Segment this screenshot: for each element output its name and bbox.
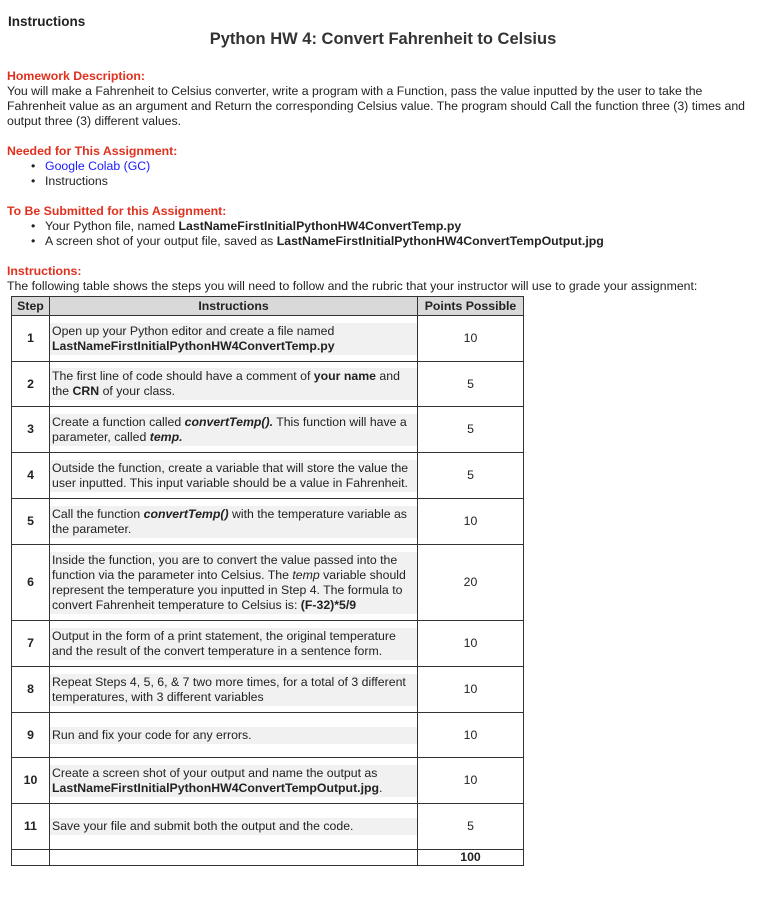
step-points: 5 [418,453,524,499]
table-row [12,499,524,545]
instructions-text: The following table shows the steps you will need to follow and the rubric that your instructor will use to grade your assignment: [7,279,698,293]
total-row [12,850,524,866]
total-points: 100 [418,850,524,866]
step-instruction: Inside the function, you are to convert the value passed into the function via the parameter into Celsius. The temp variable should represent the temperature you inputted in Step 4. The formula to convert Fahrenheit temperature to Celsius is: (F-32)*5/9 [50,545,418,621]
table-row [12,713,524,758]
homework-text: You will make a Fahrenheit to Celsius converter, write a program with a Function, pass the value inputted by the user to take the Fahrenheit value as an argument and Return the corresponding Celsius value. The program should Call the function three (3) times and output three (3) different values. [7,84,746,128]
header-label: Instructions [8,14,86,29]
table-row [12,453,524,499]
step-instruction: Outside the function, create a variable that will store the value the user inputted. This input variable should be a value in Fahrenheit. [50,453,418,499]
instructions-heading: Instructions: [7,264,82,278]
step-number: 7 [12,621,50,667]
table-row [12,667,524,713]
google-colab-link[interactable]: Google Colab (GC) [45,159,151,173]
step-instruction: Create a function called convertTemp(). This function will have a parameter, called temp. [50,407,418,453]
step-number: 6 [12,545,50,621]
step-number: 4 [12,453,50,499]
step-instruction: Call the function convertTemp() with the temperature variable as the parameter. [50,499,418,545]
step-number: 8 [12,667,50,713]
table-row [12,758,524,804]
step-instruction: Output in the form of a print statement, the original temperature and the result of the convert temperature in a sentence form. [50,621,418,667]
page-title: Python HW 4: Convert Fahrenheit to Celsius [209,30,557,48]
table-row [12,621,524,667]
step-number: 2 [12,362,50,407]
step-instruction: Save your file and submit both the output and the code. [50,804,418,850]
table-row [12,407,524,453]
submit-item-python-file: • Your Python file, named LastNameFirstInitialPythonHW4ConvertTemp.py [45,219,752,234]
needed-list [7,159,752,189]
total-empty-step [12,850,50,866]
rubric-table [11,296,524,866]
total-empty-instruction [50,850,418,866]
step-number: 9 [12,713,50,758]
table-row [12,545,524,621]
step-number: 3 [12,407,50,453]
step-points: 10 [418,667,524,713]
needed-item-google-colab[interactable] [45,159,752,174]
step-number: 11 [12,804,50,850]
step-instruction: Create a screen shot of your output and name the output as LastNameFirstInitialPythonHW4ConvertTempOutput.jpg. [50,758,418,804]
table-row [12,804,524,850]
needed-item-instructions: • Instructions [45,174,752,189]
submit-item-screenshot: • A screen shot of your output file, saved as LastNameFirstInitialPythonHW4ConvertTempOutput.jpg [45,234,752,249]
step-points: 10 [418,499,524,545]
step-points: 20 [418,545,524,621]
step-points: 10 [418,316,524,362]
needed-heading: Needed for This Assignment: [7,144,178,158]
header-points: Points Possible [418,297,524,316]
step-number: 1 [12,316,50,362]
header-step: Step [12,297,50,316]
step-number: 5 [12,499,50,545]
step-points: 5 [418,362,524,407]
homework-heading: Homework Description: [7,69,146,83]
step-points: 5 [418,407,524,453]
table-row [12,362,524,407]
step-instruction: Open up your Python editor and create a file named LastNameFirstInitialPythonHW4ConvertTemp.py [50,316,418,362]
submit-list [7,219,752,249]
step-points: 10 [418,713,524,758]
header-instructions: Instructions [50,297,418,316]
step-number: 10 [12,758,50,804]
submit-heading: To Be Submitted for this Assignment: [7,204,227,218]
assignment-body [7,69,752,294]
step-instruction: Run and fix your code for any errors. [50,713,418,758]
step-points: 10 [418,621,524,667]
step-points: 5 [418,804,524,850]
table-header-row [12,297,524,316]
step-instruction: Repeat Steps 4, 5, 6, & 7 two more times, for a total of 3 different temperatures, with 3 different variables [50,667,418,713]
step-instruction: The first line of code should have a comment of your name and the CRN of your class. [50,362,418,407]
table-row [12,316,524,362]
step-points: 10 [418,758,524,804]
